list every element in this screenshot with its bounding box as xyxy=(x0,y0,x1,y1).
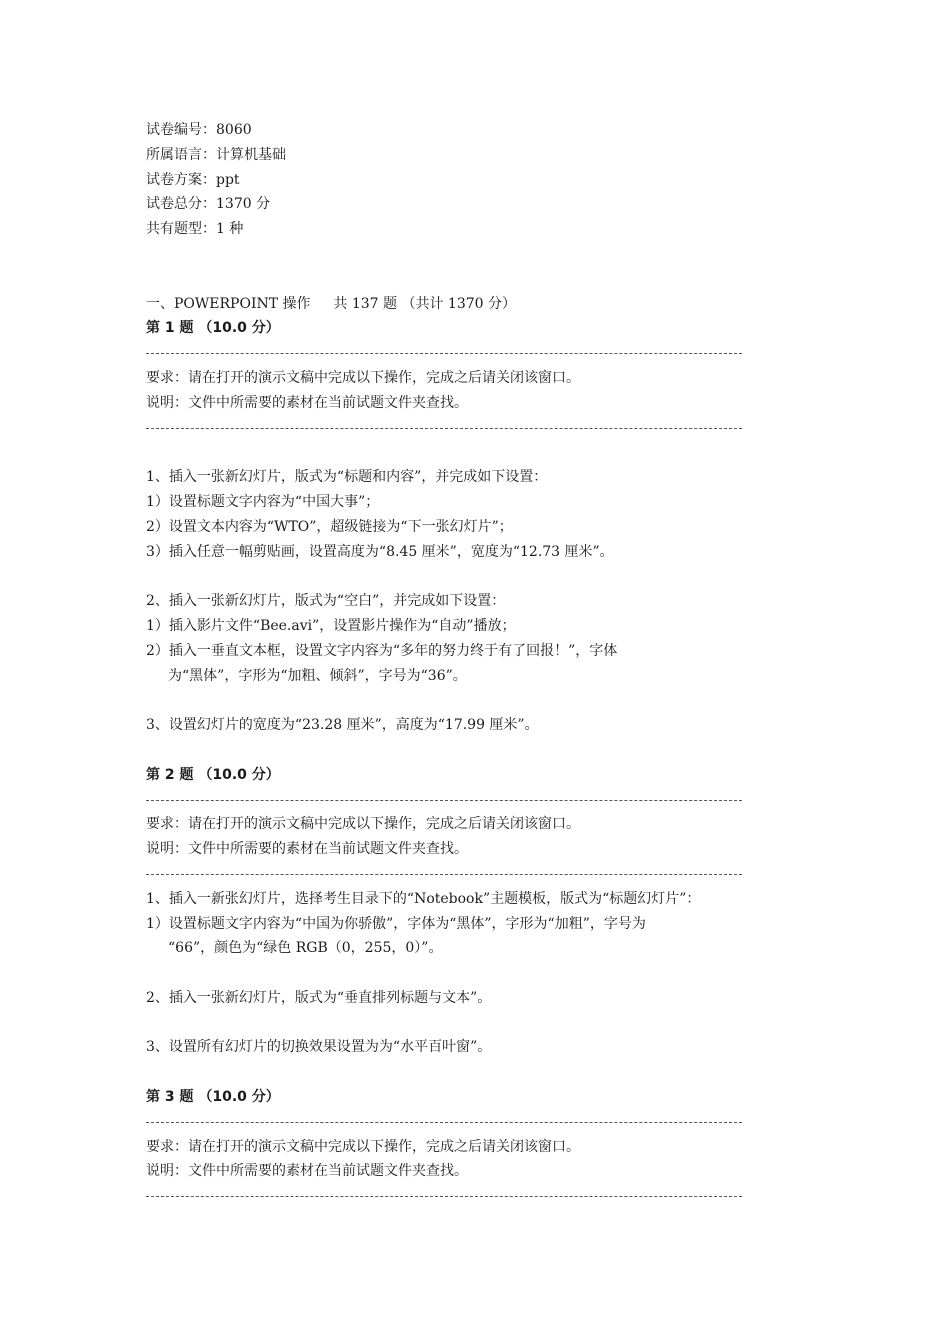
section-title: 一、POWERPOINT 操作 共 137 题 （共计 1370 分） xyxy=(146,295,517,312)
paper-language: 所属语言：计算机基础 xyxy=(146,146,286,163)
question-1-step-2a: 1）插入影片文件“Bee.avi”，设置影片操作为“自动”播放； xyxy=(146,617,516,634)
document-page xyxy=(146,118,806,1209)
question-2-step-2: 2、插入一张新幻灯片，版式为“垂直排列标题与文本”。 xyxy=(146,989,492,1006)
divider xyxy=(146,416,806,441)
question-1-step-1a: 1）设置标题文字内容为“中国大事”； xyxy=(146,493,380,510)
question-2-step-1a-continued: “66”，颜色为“绿色 RGB（0，255，0）”。 xyxy=(168,940,443,957)
question-2-note: 说明：文件中所需要的素材在当前试题文件夹查找。 xyxy=(146,841,468,858)
question-2-step-1a: 1）设置标题文字内容为“中国为你骄傲”，字体为“黑体”，字形为“加粗”，字号为 xyxy=(146,915,646,932)
question-2-step-1: 1、插入一新张幻灯片，选择考生目录下的“Notebook”主题模板，版式为“标题幻灯片”： xyxy=(146,890,701,907)
divider xyxy=(146,862,806,887)
divider xyxy=(146,1184,806,1209)
question-1-step-2b: 2）插入一垂直文本框，设置文字内容为“多年的努力终于有了回报！”，字体 xyxy=(146,642,618,659)
question-3-requirement: 要求：请在打开的演示文稿中完成以下操作，完成之后请关闭该窗口。 xyxy=(146,1138,580,1155)
question-1-step-1: 1、插入一张新幻灯片，版式为“标题和内容”，并完成如下设置： xyxy=(146,469,548,486)
divider xyxy=(146,341,806,366)
paper-total: 试卷总分：1370 分 xyxy=(146,196,271,213)
paper-scheme: 试卷方案：ppt xyxy=(146,171,240,188)
question-1-requirement: 要求：请在打开的演示文稿中完成以下操作，完成之后请关闭该窗口。 xyxy=(146,369,580,386)
question-1-note: 说明：文件中所需要的素材在当前试题文件夹查找。 xyxy=(146,394,468,411)
question-3-header: 第 3 题 （10.0 分） xyxy=(146,1089,280,1106)
question-3-note: 说明：文件中所需要的素材在当前试题文件夹查找。 xyxy=(146,1163,468,1180)
question-1-header: 第 1 题 （10.0 分） xyxy=(146,320,280,337)
divider xyxy=(146,788,806,813)
question-2-step-3: 3、设置所有幻灯片的切换效果设置为为“水平百叶窗”。 xyxy=(146,1039,492,1056)
question-1-step-1c: 3）插入任意一幅剪贴画，设置高度为“8.45 厘米”，宽度为“12.73 厘米”。 xyxy=(146,543,614,560)
question-1-step-2: 2、插入一张新幻灯片，版式为“空白”，并完成如下设置： xyxy=(146,593,506,610)
question-1-step-3: 3、设置幻灯片的宽度为“23.28 厘米”，高度为“17.99 厘米”。 xyxy=(146,717,539,734)
question-1-step-1b: 2）设置文本内容为“WTO”，超级链接为“下一张幻灯片”； xyxy=(146,518,513,535)
question-2-header: 第 2 题 （10.0 分） xyxy=(146,766,280,783)
divider xyxy=(146,1110,806,1135)
paper-types: 共有题型：1 种 xyxy=(146,221,244,238)
question-2-requirement: 要求：请在打开的演示文稿中完成以下操作，完成之后请关闭该窗口。 xyxy=(146,816,580,833)
paper-number: 试卷编号：8060 xyxy=(146,122,252,138)
question-1-step-2b-continued: 为“黑体”，字形为“加粗、倾斜”，字号为“36”。 xyxy=(168,667,467,684)
